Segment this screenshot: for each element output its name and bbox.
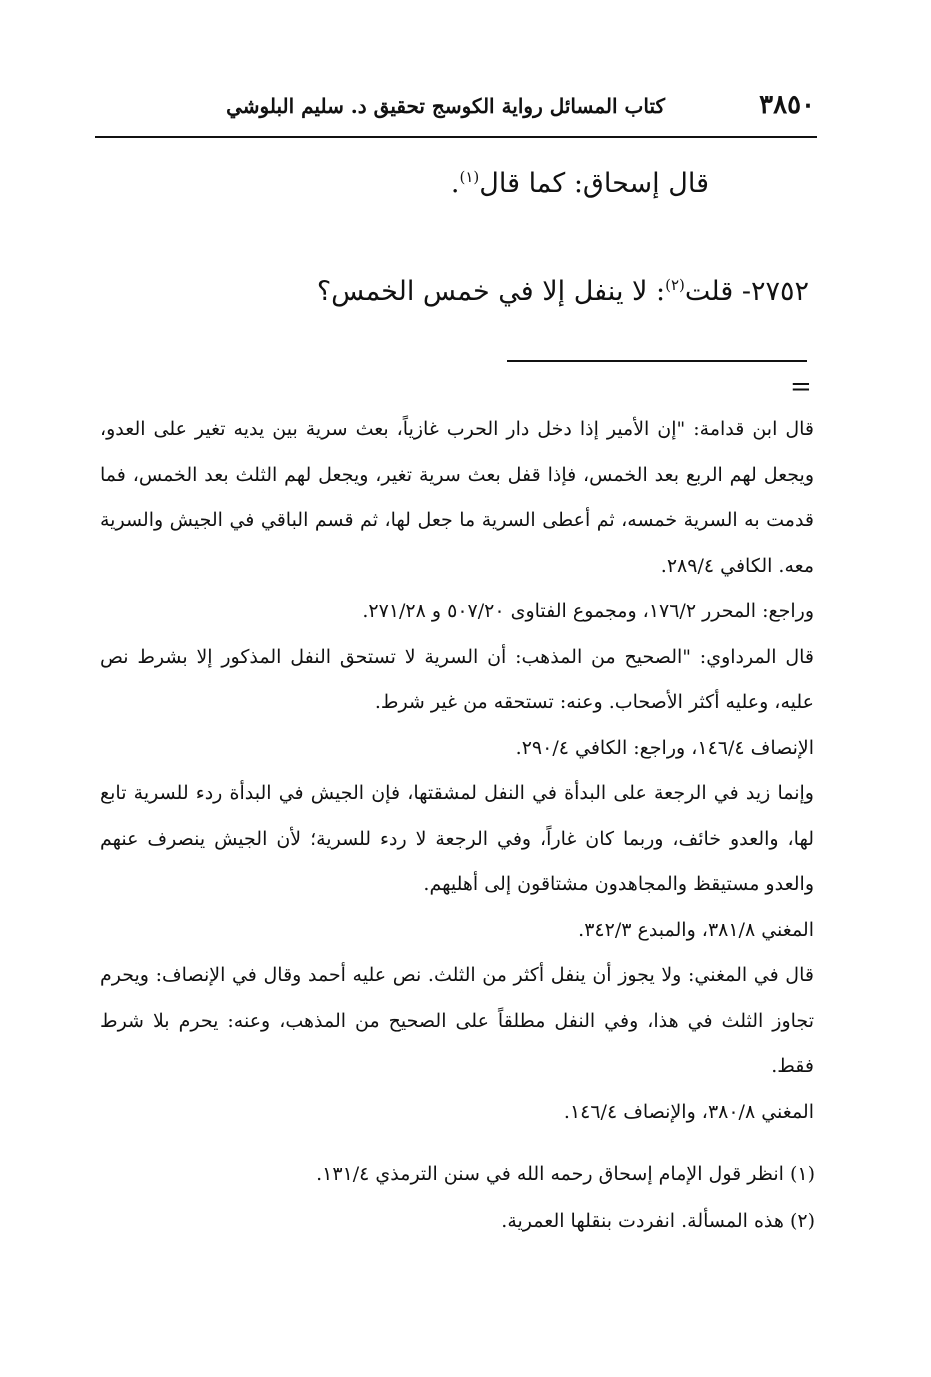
continuation-marker: =	[790, 372, 812, 402]
page-header	[95, 88, 815, 130]
footnote-1: (١) انظر قول الإمام إسحاق رحمه الله في سنن الترمذي ١٣١/٤.	[316, 1163, 815, 1185]
note-references-2: الإنصاف ١٤٦/٤، وراجع: الكافي ٢٩٠/٤.	[515, 736, 814, 759]
page-number: ٣٨٥٠	[759, 90, 815, 120]
ishaq-statement-end: .	[450, 168, 460, 199]
running-title: كتاب المسائل رواية الكوسج تحقيق د. سليم البلوشي	[226, 94, 665, 118]
ishaq-statement-text: قال إسحاق: كما قال	[479, 168, 709, 199]
header-rule	[95, 136, 817, 138]
question-prefix: ٢٧٥٢- قلت	[684, 276, 809, 307]
note-ibn-qudama: قال ابن قدامة: "إن الأمير إذا دخل دار الحرب غازياً، بعث سرية بين يديه تغير على العدو، ويجعل لهم الربع بعد الخمس، فإذا قفل بعث سرية تغير، ويجعل لهم الثلث بعد الخمس، فما قدمت به السرية خمسه، ثم أعطى السرية ما جعل لها، ثم قسم الباقي في الجيش والسرية معه. الكافي ٢٨٩/٤.	[100, 418, 814, 577]
footnote-2: (٢) هذه المسألة. انفردت بنقلها العمرية.	[501, 1210, 815, 1232]
continued-notes	[100, 407, 814, 1135]
note-references-4: المغني ٣٨٠/٨، والإنصاف ١٤٦/٤.	[563, 1100, 814, 1123]
footnote-ref-1: (١)	[459, 168, 480, 186]
note-mardawi: قال المرداوي: "الصحيح من المذهب: أن السرية لا تستحق النفل المذكور إلا بشرط نص عليه، وعليه أكثر الأصحاب. وعنه: تستحقه من غير شرط.	[100, 645, 814, 713]
note-explanation: وإنما زيد في الرجعة على البدأة في النفل لمشقتها، فإن الجيش في البدأة ردء للسرية تابع لها، والعدو خائف، وربما كان غاراً، وفي الرجعة لا ردء للسرية؛ لأن الجيش ينصرف عنهم والعدو مستيقظ والمجاهدون مشتاقون إلى أهليهم.	[100, 782, 814, 895]
question-text: : لا ينفل إلا في خمس الخمس؟	[316, 276, 666, 307]
note-mughni: قال في المغني: ولا يجوز أن ينفل أكثر من الثلث. نص عليه أحمد وقال في الإنصاف: ويحرم تجاوز الثلث في هذا، وفي النفل مطلقاً على الصحيح من المذهب، وعنه: يحرم بلا شرط فقط.	[100, 964, 814, 1077]
note-references-3: المغني ٣٨١/٨، والمبدع ٣٤٢/٣.	[578, 918, 814, 941]
footnote-ref-2: (٢)	[665, 276, 685, 294]
note-references-1: وراجع: المحرر ١٧٦/٢، ومجموع الفتاوى ٥٠٧/٢٠ و ٢٧١/٢٨.	[362, 600, 814, 622]
footnote-separator	[507, 360, 807, 362]
question-2752	[317, 276, 809, 307]
ishaq-statement	[451, 168, 709, 199]
